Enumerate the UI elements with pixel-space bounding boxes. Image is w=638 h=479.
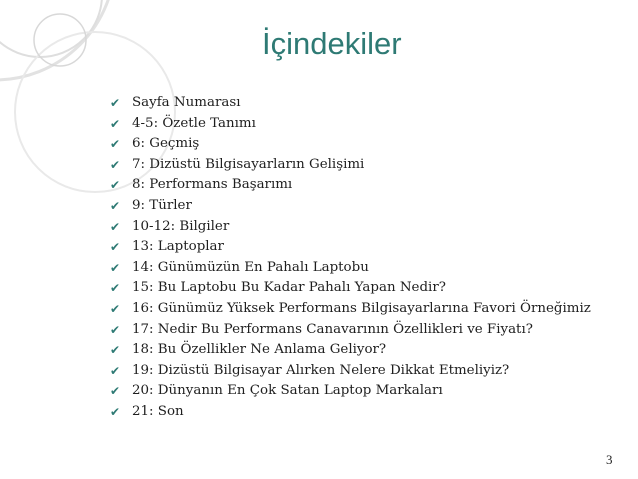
checkmark-icon: ✔ <box>110 404 121 419</box>
checkmark-icon: ✔ <box>110 384 121 399</box>
list-item <box>110 340 591 361</box>
list-item <box>110 93 591 114</box>
slide-title: İçindekiler <box>262 26 402 61</box>
checkmark-icon: ✔ <box>110 343 121 358</box>
list-item <box>110 175 591 196</box>
deco-circle-tiny <box>34 14 86 66</box>
list-item-label: 10-12: Bilgiler <box>132 218 230 234</box>
checkmark-icon: ✔ <box>110 96 121 110</box>
list-item-label: 17: Nedir Bu Performans Canavarının Özellikleri ve Fiyatı? <box>132 321 533 337</box>
list-item-label: 19: Dizüstü Bilgisayar Alırken Nelere Dikkat Etmeliyiz? <box>132 362 510 378</box>
list-item-label: 13: Laptoplar <box>132 239 224 255</box>
list-item-label: 20: Dünyanın En Çok Satan Laptop Markaları <box>132 383 443 399</box>
list-item <box>110 237 591 258</box>
list-item-label: 15: Bu Laptobu Bu Kadar Pahalı Yapan Nedir? <box>132 280 446 296</box>
list-item-label: 18: Bu Özellikler Ne Anlama Geliyor? <box>132 342 387 358</box>
checkmark-icon: ✔ <box>110 198 121 213</box>
checkmark-icon: ✔ <box>110 219 121 234</box>
checkmark-icon: ✔ <box>110 363 121 378</box>
deco-circle-large <box>0 0 115 80</box>
checkmark-icon: ✔ <box>110 137 121 152</box>
list-item <box>110 402 591 423</box>
checkmark-icon: ✔ <box>110 301 121 316</box>
list-item <box>110 258 591 279</box>
checkmark-icon: ✔ <box>110 260 121 275</box>
list-item <box>110 196 591 217</box>
list-item <box>110 320 591 341</box>
list-item-label: Sayfa Numarası <box>132 95 241 110</box>
deco-circle-medium <box>0 0 102 57</box>
checkmark-icon: ✔ <box>110 178 121 193</box>
list-item-label: 8: Performans Başarımı <box>132 177 293 193</box>
list-item <box>110 361 591 382</box>
checkmark-icon: ✔ <box>110 322 121 337</box>
list-item <box>110 381 591 402</box>
list-item-label: 7: Dizüstü Bilgisayarların Gelişimi <box>132 156 365 172</box>
page-number: 3 <box>606 452 613 467</box>
list-item-label: 21: Son <box>132 403 184 419</box>
list-item <box>110 155 591 176</box>
checkmark-icon: ✔ <box>110 240 121 255</box>
list-item-label: 14: Günümüzün En Pahalı Laptobu <box>132 259 369 275</box>
checkmark-icon: ✔ <box>110 157 121 172</box>
list-item-label: 9: Türler <box>132 197 192 213</box>
list-item-label: 16: Günümüz Yüksek Performans Bilgisayarlarına Favori Örneğimiz <box>132 300 591 316</box>
list-item <box>110 278 591 299</box>
table-of-contents <box>110 93 591 423</box>
list-item <box>110 134 591 155</box>
checkmark-icon: ✔ <box>110 116 121 131</box>
checkmark-icon: ✔ <box>110 281 121 296</box>
list-item-label: 6: Geçmiş <box>132 136 200 152</box>
list-item <box>110 114 591 135</box>
list-item-label: 4-5: Özetle Tanımı <box>132 115 256 131</box>
list-item <box>110 217 591 238</box>
list-item <box>110 299 591 320</box>
